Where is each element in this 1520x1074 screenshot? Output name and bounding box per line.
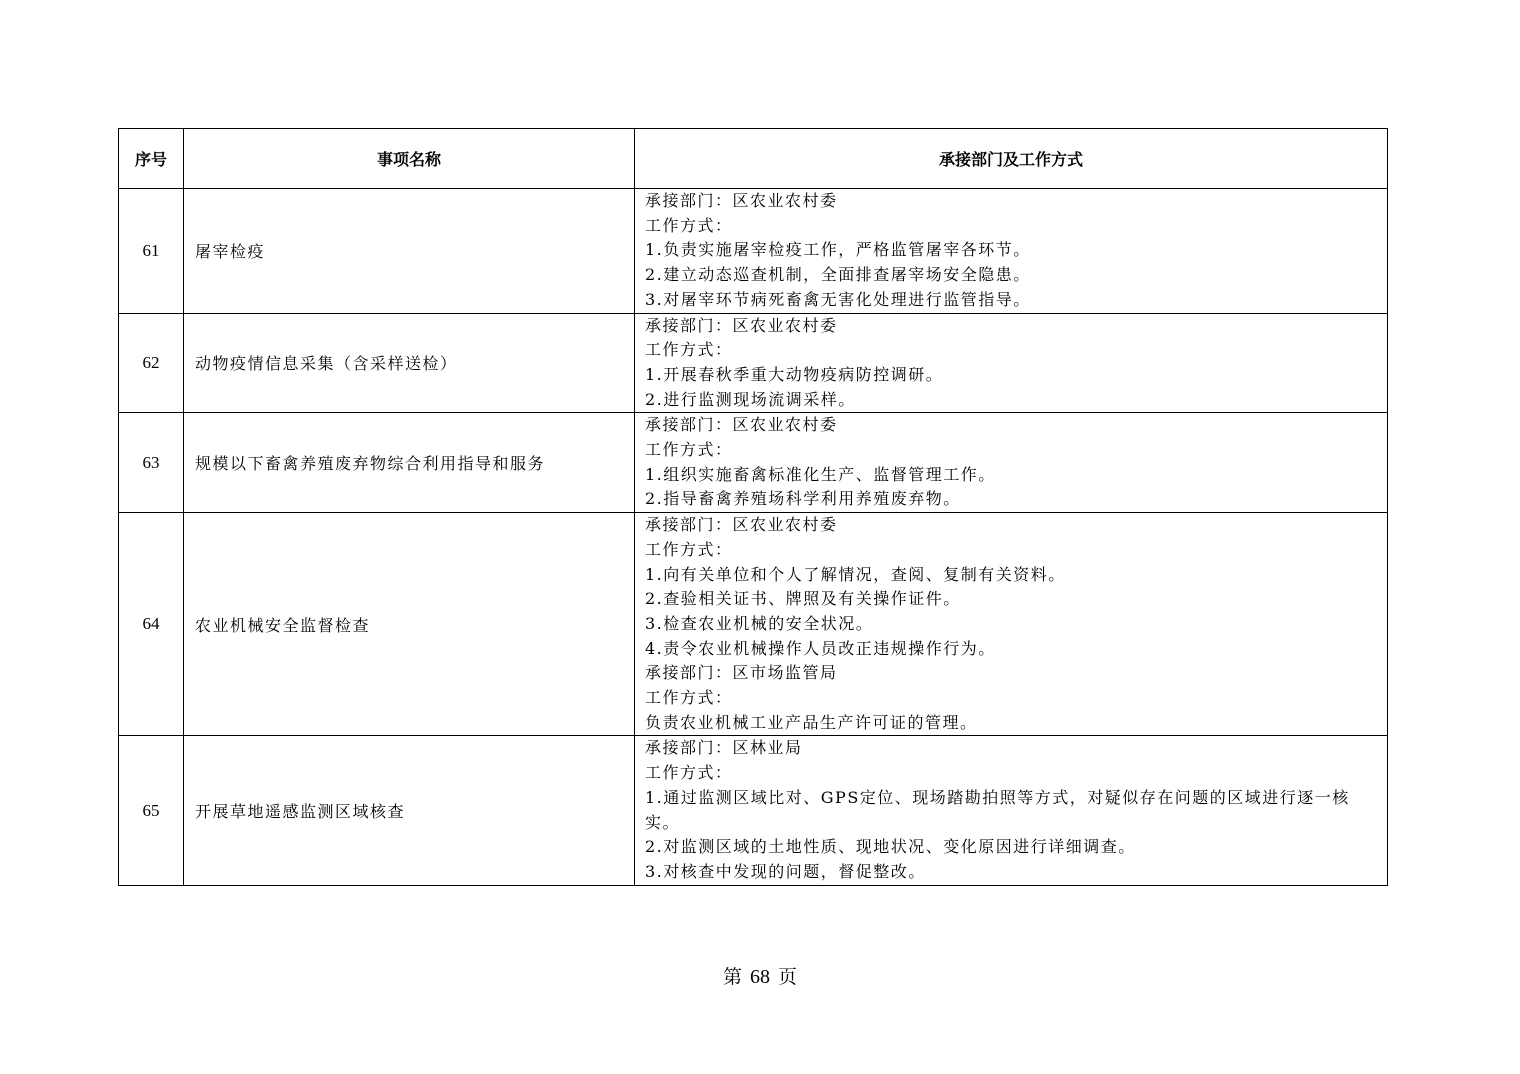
dept-method	[635, 736, 1388, 885]
dept-line: 承接部门：区林业局	[645, 738, 803, 758]
dept-method	[635, 513, 1388, 736]
row-number: 61	[119, 189, 184, 314]
header-name: 事项名称	[184, 129, 635, 189]
items-table	[118, 128, 1388, 886]
table-body	[119, 189, 1388, 886]
table-row	[119, 513, 1388, 736]
dept-method	[635, 413, 1388, 513]
dept-line: 承接部门：区农业农村委	[645, 515, 838, 535]
item-name: 开展草地遥感监测区域核查	[184, 736, 635, 885]
method-line: 2.建立动态巡查机制，全面排查屠宰场安全隐患。	[645, 265, 1031, 285]
item-name: 农业机械安全监督检查	[184, 513, 635, 736]
row-number: 63	[119, 413, 184, 513]
method-line: 1.负责实施屠宰检疫工作，严格监管屠宰各环节。	[645, 240, 1031, 260]
method-label: 工作方式：	[645, 539, 733, 559]
dept-line: 承接部门：区市场监管局	[645, 663, 838, 683]
method-label: 工作方式：	[645, 688, 733, 708]
dept-line: 承接部门：区农业农村委	[645, 315, 838, 335]
page-number: 68	[750, 966, 770, 988]
method-line: 3.对屠宰环节病死畜禽无害化处理进行监管指导。	[645, 289, 1031, 309]
item-name: 屠宰检疫	[184, 189, 635, 314]
method-line: 2.进行监测现场流调采样。	[645, 389, 856, 409]
header-no: 序号	[119, 129, 184, 189]
page-footer	[0, 962, 1520, 989]
table-row	[119, 313, 1388, 413]
table-row	[119, 189, 1388, 314]
table-header	[119, 129, 1388, 189]
row-number: 65	[119, 736, 184, 885]
method-label: 工作方式：	[645, 440, 733, 460]
row-number: 62	[119, 313, 184, 413]
table-row	[119, 413, 1388, 513]
method-line: 1.组织实施畜禽标准化生产、监督管理工作。	[645, 464, 996, 484]
method-label: 工作方式：	[645, 215, 733, 235]
page-suffix: 页	[778, 966, 798, 988]
method-line: 4.责令农业机械操作人员改正违规操作行为。	[645, 638, 996, 658]
header-row	[119, 129, 1388, 189]
method-line: 2.对监测区域的土地性质、现地状况、变化原因进行详细调查。	[645, 837, 1136, 857]
method-label: 工作方式：	[645, 763, 733, 783]
method-line: 3.检查农业机械的安全状况。	[645, 613, 874, 633]
dept-method	[635, 313, 1388, 413]
table-row	[119, 736, 1388, 885]
method-line: 负责农业机械工业产品生产许可证的管理。	[645, 712, 978, 732]
dept-method	[635, 189, 1388, 314]
page-prefix: 第	[722, 966, 742, 988]
header-dept: 承接部门及工作方式	[635, 129, 1388, 189]
method-line: 2.查验相关证书、牌照及有关操作证件。	[645, 589, 961, 609]
method-line: 1.开展春秋季重大动物疫病防控调研。	[645, 364, 944, 384]
method-line: 2.指导畜禽养殖场科学利用养殖废弃物。	[645, 489, 961, 509]
item-name: 规模以下畜禽养殖废弃物综合利用指导和服务	[184, 413, 635, 513]
method-line: 1.通过监测区域比对、GPS定位、现场踏勘拍照等方式，对疑似存在问题的区域进行逐一核实。	[645, 787, 1350, 832]
row-number: 64	[119, 513, 184, 736]
dept-line: 承接部门：区农业农村委	[645, 191, 838, 210]
method-line: 3.对核查中发现的问题，督促整改。	[645, 861, 926, 881]
method-line: 1.向有关单位和个人了解情况，查阅、复制有关资料。	[645, 564, 1066, 584]
method-label: 工作方式：	[645, 340, 733, 360]
item-name: 动物疫情信息采集（含采样送检）	[184, 313, 635, 413]
dept-line: 承接部门：区农业农村委	[645, 415, 838, 435]
